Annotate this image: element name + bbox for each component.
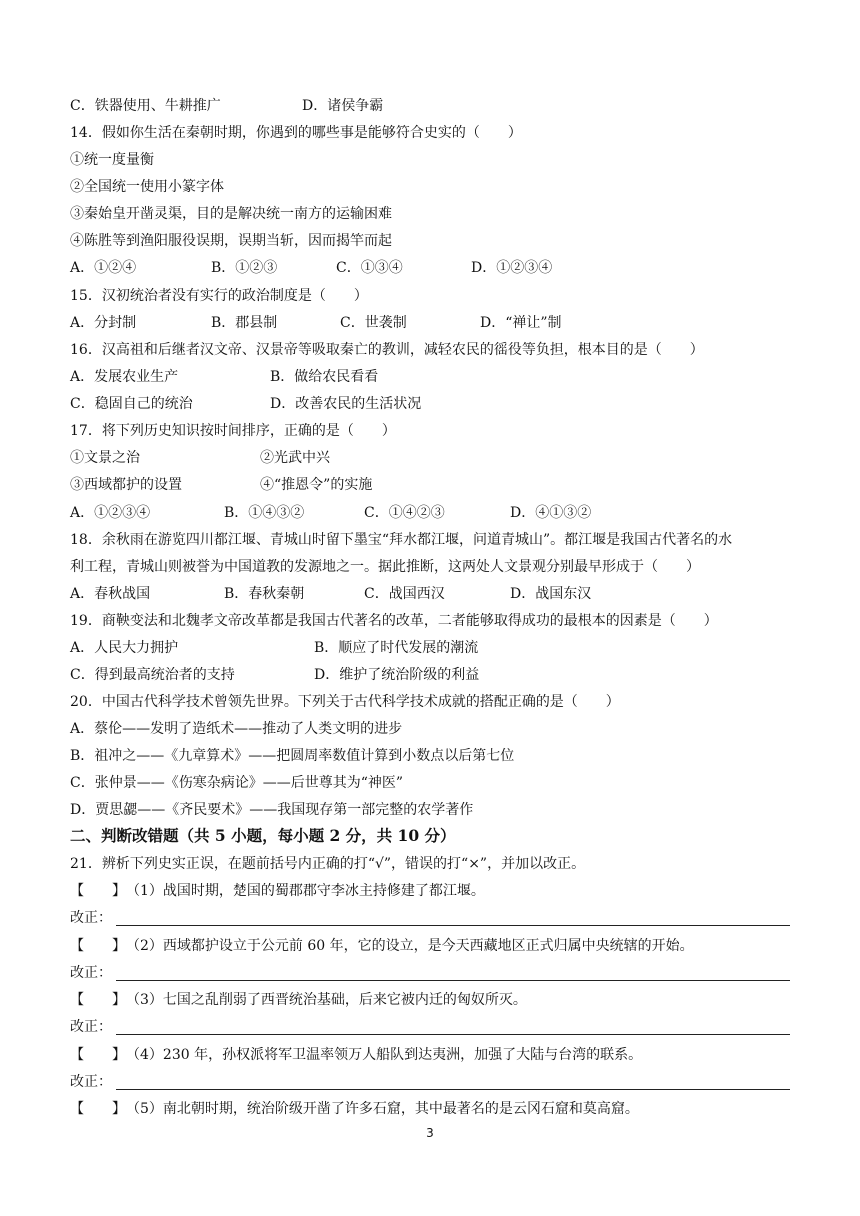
q14-option-b: B．①②③ xyxy=(211,260,278,276)
q21-item-3-correction-label: 改正： xyxy=(70,1019,112,1035)
q17-item-4: ④“推恩令”的实施 xyxy=(260,477,373,493)
q13-option-c: C．铁器使用、牛耕推广 xyxy=(70,98,221,114)
q20-option-c: C．张仲景——《伤寒杂病论》——后世尊其为“神医” xyxy=(70,775,404,791)
q17-item-3: ③西域都护的设置 xyxy=(70,477,182,493)
q18-option-a: A．春秋战国 xyxy=(70,586,151,602)
q18-option-d: D．战国东汉 xyxy=(510,586,592,602)
q19-option-c: C．得到最高统治者的支持 xyxy=(70,667,235,683)
q20-stem: 20．中国古代科学技术曾领先世界。下列关于古代科学技术成就的搭配正确的是（ ） xyxy=(70,694,620,710)
q17-option-d: D．④①③② xyxy=(510,505,592,521)
page-number: 3 xyxy=(426,1126,434,1140)
q17-option-c: C．①④②③ xyxy=(364,505,445,521)
q14-item-2: ②全国统一使用小篆字体 xyxy=(70,179,224,195)
q17-stem: 17．将下列历史知识按时间排序，正确的是（ ） xyxy=(70,423,396,439)
q14-option-d: D．①②③④ xyxy=(471,260,553,276)
q17-option-b: B．①④③② xyxy=(224,505,305,521)
q21-item-1-correction-label: 改正： xyxy=(70,910,112,926)
q15-option-c: C．世袭制 xyxy=(340,315,407,331)
q21-item-5-text: （5）南北朝时期，统治阶级开凿了许多石窟，其中最著名的是云冈石窟和莫高窟。 xyxy=(126,1101,639,1117)
q16-option-b: B．做给农民看看 xyxy=(270,369,379,385)
q21-item-5-answer-bracket[interactable]: 【 】 xyxy=(70,1101,126,1117)
q18-stem-line-1: 18．余秋雨在游览四川都江堰、青城山时留下墨宝“拜水都江堰，问道青城山”。都江堰是我国古代著名的水 xyxy=(70,532,733,548)
q19-stem: 19．商鞅变法和北魏孝文帝改革都是我国古代著名的改革，二者能够取得成功的最根本的因素是（ ） xyxy=(70,613,718,629)
q21-item-2-answer-line[interactable] xyxy=(116,980,790,981)
q15-option-a: A．分封制 xyxy=(70,315,137,331)
q17-item-1: ①文景之治 xyxy=(70,450,140,466)
q21-item-2-correction-label: 改正： xyxy=(70,965,112,981)
q21-item-3-answer-bracket[interactable]: 【 】 xyxy=(70,992,126,1008)
q17-option-a: A．①②③④ xyxy=(70,505,151,521)
q16-stem: 16．汉高祖和后继者汉文帝、汉景帝等吸取秦亡的教训，减轻农民的徭役等负担，根本目的是（ ） xyxy=(70,342,704,358)
q21-stem: 21．辨析下列史实正误，在题前括号内正确的打“√”，错误的打“×”，并加以改正。 xyxy=(70,856,586,872)
q20-option-a: A．蔡伦——发明了造纸术——推动了人类文明的进步 xyxy=(70,721,403,737)
q21-item-4-answer-line[interactable] xyxy=(116,1089,790,1090)
q19-option-d: D．维护了统治阶级的利益 xyxy=(314,667,480,683)
q15-option-d: D．“禅让”制 xyxy=(480,315,562,331)
q19-option-a: A．人民大力拥护 xyxy=(70,640,179,656)
q21-item-1-answer-line[interactable] xyxy=(116,925,790,926)
q17-item-2: ②光武中兴 xyxy=(260,450,330,466)
q16-option-a: A．发展农业生产 xyxy=(70,369,179,385)
q21-item-3-answer-line[interactable] xyxy=(116,1034,790,1035)
q21-item-4-answer-bracket[interactable]: 【 】 xyxy=(70,1047,126,1063)
q14-stem: 14．假如你生活在秦朝时期，你遇到的哪些事是能够符合史实的（ ） xyxy=(70,125,522,141)
q21-item-2-answer-bracket[interactable]: 【 】 xyxy=(70,938,126,954)
q18-stem-line-2: 利工程，青城山则被誉为中国道教的发源地之一。据此推断，这两处人文景观分别最早形成于（ ） xyxy=(70,559,700,575)
q14-item-3: ③秦始皇开凿灵渠，目的是解决统一南方的运输困难 xyxy=(70,206,392,222)
q13-option-d: D．诸侯争霸 xyxy=(302,98,384,114)
section-2-title: 二、判断改错题（共 5 小题，每小题 2 分，共 10 分） xyxy=(70,826,456,845)
q21-item-1-correction[interactable] xyxy=(70,908,790,928)
q18-option-b: B．春秋秦朝 xyxy=(224,586,305,602)
q14-item-1: ①统一度量衡 xyxy=(70,152,154,168)
q21-item-2-correction[interactable] xyxy=(70,963,790,983)
q21-item-2-text: （2）西域都护设立于公元前 60 年，它的设立，是今天西藏地区正式归属中央统辖的开始。 xyxy=(126,938,694,954)
q21-item-3-correction[interactable] xyxy=(70,1017,790,1037)
q19-option-b: B．顺应了时代发展的潮流 xyxy=(314,640,479,656)
q21-item-4-correction-label: 改正： xyxy=(70,1074,112,1090)
q14-option-c: C．①③④ xyxy=(336,260,403,276)
q14-item-4: ④陈胜等到渔阳服役误期，误期当斩，因而揭竿而起 xyxy=(70,233,392,249)
q15-stem: 15．汉初统治者没有实行的政治制度是（ ） xyxy=(70,288,368,304)
q21-item-3-text: （3）七国之乱削弱了西晋统治基础，后来它被内迁的匈奴所灭。 xyxy=(126,992,527,1008)
q14-option-a: A．①②④ xyxy=(70,260,137,276)
q21-item-4-text: （4）230 年，孙权派将军卫温率领万人船队到达夷洲，加强了大陆与台湾的联系。 xyxy=(126,1047,643,1063)
q21-item-1-text: （1）战国时期，楚国的蜀郡郡守李冰主持修建了都江堰。 xyxy=(126,883,485,899)
q16-option-c: C．稳固自己的统治 xyxy=(70,396,193,412)
q18-option-c: C．战国西汉 xyxy=(364,586,445,602)
q20-option-d: D．贾思勰——《齐民要术》——我国现存第一部完整的农学著作 xyxy=(70,802,474,818)
q16-option-d: D．改善农民的生活状况 xyxy=(270,396,422,412)
q15-option-b: B．郡县制 xyxy=(211,315,278,331)
q21-item-1-answer-bracket[interactable]: 【 】 xyxy=(70,883,126,899)
q20-option-b: B．祖冲之——《九章算术》——把圆周率数值计算到小数点以后第七位 xyxy=(70,748,515,764)
q21-item-4-correction[interactable] xyxy=(70,1072,790,1092)
